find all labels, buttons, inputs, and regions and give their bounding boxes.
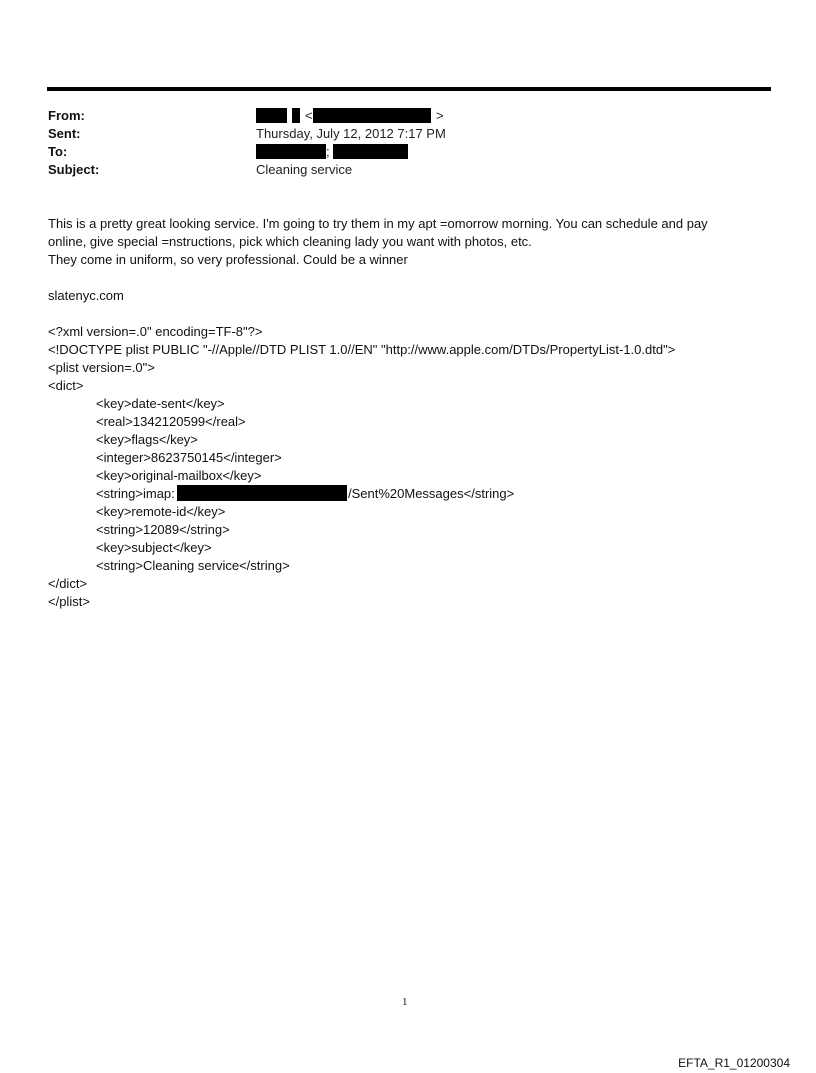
plist-string-sent: /Sent%20Messages</string> <box>348 486 515 501</box>
plist-real: <real>1342120599</real> <box>96 414 246 429</box>
plist-string-subject: <string>Cleaning service</string> <box>96 558 290 573</box>
plist-dict-open: <dict> <box>48 378 84 393</box>
plist-doctype: <!DOCTYPE plist PUBLIC "-//Apple//DTD PLIST 1.0//EN" "http://www.apple.com/DTDs/PropertyList-1.0.dtd"> <box>48 342 676 357</box>
redaction-from-email <box>313 108 431 123</box>
header-rule <box>47 87 771 91</box>
plist-string-imap: <string>imap: <box>96 486 175 501</box>
plist-key-remote-id: <key>remote-id</key> <box>96 504 226 519</box>
plist-key-subject: <key>subject</key> <box>96 540 212 555</box>
bates-number: EFTA_R1_01200304 <box>678 1056 790 1070</box>
plist-key-mailbox: <key>original-mailbox</key> <box>96 468 262 483</box>
sent-label: Sent: <box>48 126 81 141</box>
from-label: From: <box>48 108 85 123</box>
to-label: To: <box>48 144 68 159</box>
redaction-from-name <box>256 108 287 123</box>
subject-value: Cleaning service <box>256 162 353 177</box>
body-line-2: online, give special =nstructions, pick which cleaning lady you want with photos, etc. <box>48 234 532 249</box>
body-link: slatenyc.com <box>48 288 124 303</box>
page-number: 1 <box>402 996 408 1008</box>
plist-integer: <integer>8623750145</integer> <box>96 450 282 465</box>
sent-value: Thursday, July 12, 2012 7:17 PM <box>256 126 446 141</box>
from-lt: < <box>305 108 313 123</box>
body-line-3: They come in uniform, so very professional. Could be a winner <box>48 252 408 267</box>
plist-key-date-sent: <key>date-sent</key> <box>96 396 225 411</box>
redaction-to-2 <box>333 144 408 159</box>
plist-key-flags: <key>flags</key> <box>96 432 198 447</box>
redaction-from-initial <box>292 108 300 123</box>
plist-open: <plist version=.0"> <box>48 360 155 375</box>
from-gt: > <box>436 108 444 123</box>
plist-close: </plist> <box>48 594 90 609</box>
redaction-to-1 <box>256 144 326 159</box>
to-separator: ; <box>326 144 330 159</box>
plist-string-remote: <string>12089</string> <box>96 522 230 537</box>
redaction-imap <box>177 485 347 501</box>
subject-label: Subject: <box>48 162 100 177</box>
plist-dict-close: </dict> <box>48 576 88 591</box>
plist-xml-decl: <?xml version=.0" encoding=TF-8"?> <box>48 324 263 339</box>
body-line-1: This is a pretty great looking service. I'm going to try them in my apt =omorrow morning. You can schedule and pay <box>48 216 708 231</box>
